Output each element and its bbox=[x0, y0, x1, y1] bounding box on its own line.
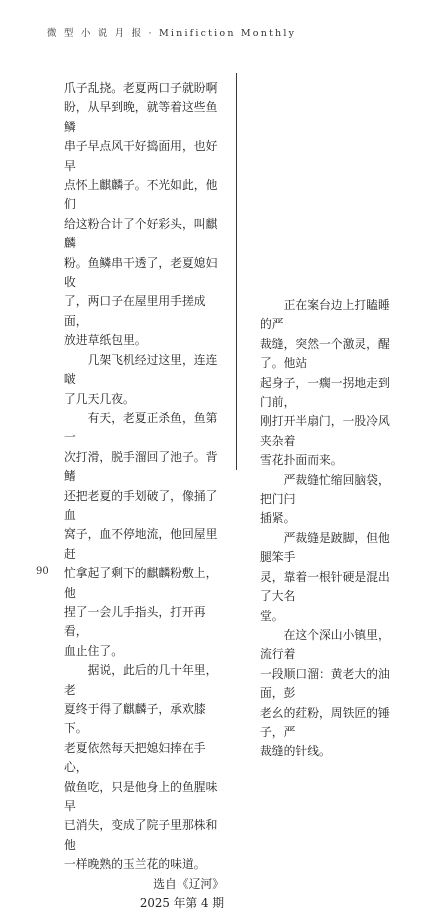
paragraph-start-line: 在这个深山小镇里，流行着 bbox=[260, 627, 390, 662]
text-line: 点怀上麒麟子。不光如此，他们 bbox=[64, 178, 218, 212]
source-citation: 2025 年第 4 期 bbox=[139, 896, 224, 911]
text-line: 一段顺口溜：黄老大的油面，彭 bbox=[260, 666, 390, 701]
paragraph-start-line: 几架飞机经过这里，连连啵 bbox=[64, 352, 218, 387]
left-text-column bbox=[64, 79, 224, 913]
text-line: 夏终于得了麒麟子，承欢膝下。 bbox=[64, 702, 206, 736]
text-line: 串子早点风干好捣面用，也好早 bbox=[64, 139, 218, 173]
text-line: 爪子乱挠。老夏两口子就盼啊 bbox=[64, 81, 218, 95]
text-line: 老夏依然每天把媳妇捧在手心， bbox=[64, 740, 206, 775]
text-line: 粉。鱼鳞串干透了，老夏媳妇收 bbox=[64, 255, 218, 290]
text-line: 了几天几夜。 bbox=[64, 391, 135, 406]
text-line: 给这粉合计了个好彩头，叫麒麟 bbox=[64, 216, 218, 251]
text-line: 了，两口子在屋里用手搓成面， bbox=[64, 294, 206, 328]
text-line: 窝子，血不停地流，他回屋里赶 bbox=[64, 527, 218, 561]
text-line: 裁缝，突然一个激灵，醒了。他站 bbox=[260, 336, 390, 371]
text-line: 老幺的荭粉，周铁匠的锤子，严 bbox=[260, 705, 390, 739]
source-citation: 选自《辽河》 bbox=[153, 876, 224, 891]
paragraph-start-line: 据说，此后的几十年里，老 bbox=[64, 663, 218, 697]
text-line: 放进草纸包里。 bbox=[64, 333, 147, 348]
running-header: 微 型 小 说 月 报 · Minifiction Monthly bbox=[47, 28, 297, 39]
text-line: 做鱼吃，只是他身上的鱼腥味早 bbox=[64, 779, 218, 814]
text-line: 裁缝的针线。 bbox=[260, 744, 331, 759]
page-number: 90 bbox=[36, 566, 49, 577]
paragraph-start-line: 严裁缝忙缩回脑袋，把门闩 bbox=[260, 472, 390, 507]
text-line: 捏了一会儿手指头，打开再看， bbox=[64, 604, 206, 639]
text-line: 刚打开半扇门，一股冷风夹杂着 bbox=[260, 414, 390, 448]
text-line: 盼，从早到晚，就等着这些鱼鳞 bbox=[64, 100, 218, 134]
text-line: 还把老夏的手划破了，像捅了血 bbox=[64, 488, 218, 522]
text-line: 堂。 bbox=[260, 608, 284, 623]
text-line: 雪花扑面而来。 bbox=[260, 453, 343, 468]
right-text-column bbox=[260, 296, 398, 762]
text-line: 血止住了。 bbox=[64, 643, 123, 658]
text-line: 忙拿起了剩下的麒麟粉敷上，他 bbox=[64, 566, 218, 600]
column-divider bbox=[236, 73, 237, 470]
paragraph-start-line: 正在案台边上打瞌睡的严 bbox=[260, 298, 390, 332]
text-line: 灵，靠着一根针硬是混出了大名 bbox=[260, 569, 390, 604]
paragraph-start-line: 严裁缝是跛脚，但他腿笨手 bbox=[260, 530, 390, 565]
paragraph-start-line: 有天，老夏正杀鱼，鱼第一 bbox=[64, 410, 218, 445]
text-line: 次打滑，脱手溜回了池子。背鳍 bbox=[64, 449, 218, 484]
text-line: 已消失，变成了院子里那株和他 bbox=[64, 818, 218, 852]
text-line: 一样晚熟的玉兰花的味道。 bbox=[64, 857, 206, 872]
text-line: 插紧。 bbox=[260, 511, 296, 526]
text-line: 起身子，一瘸一拐地走到门前， bbox=[260, 375, 390, 410]
